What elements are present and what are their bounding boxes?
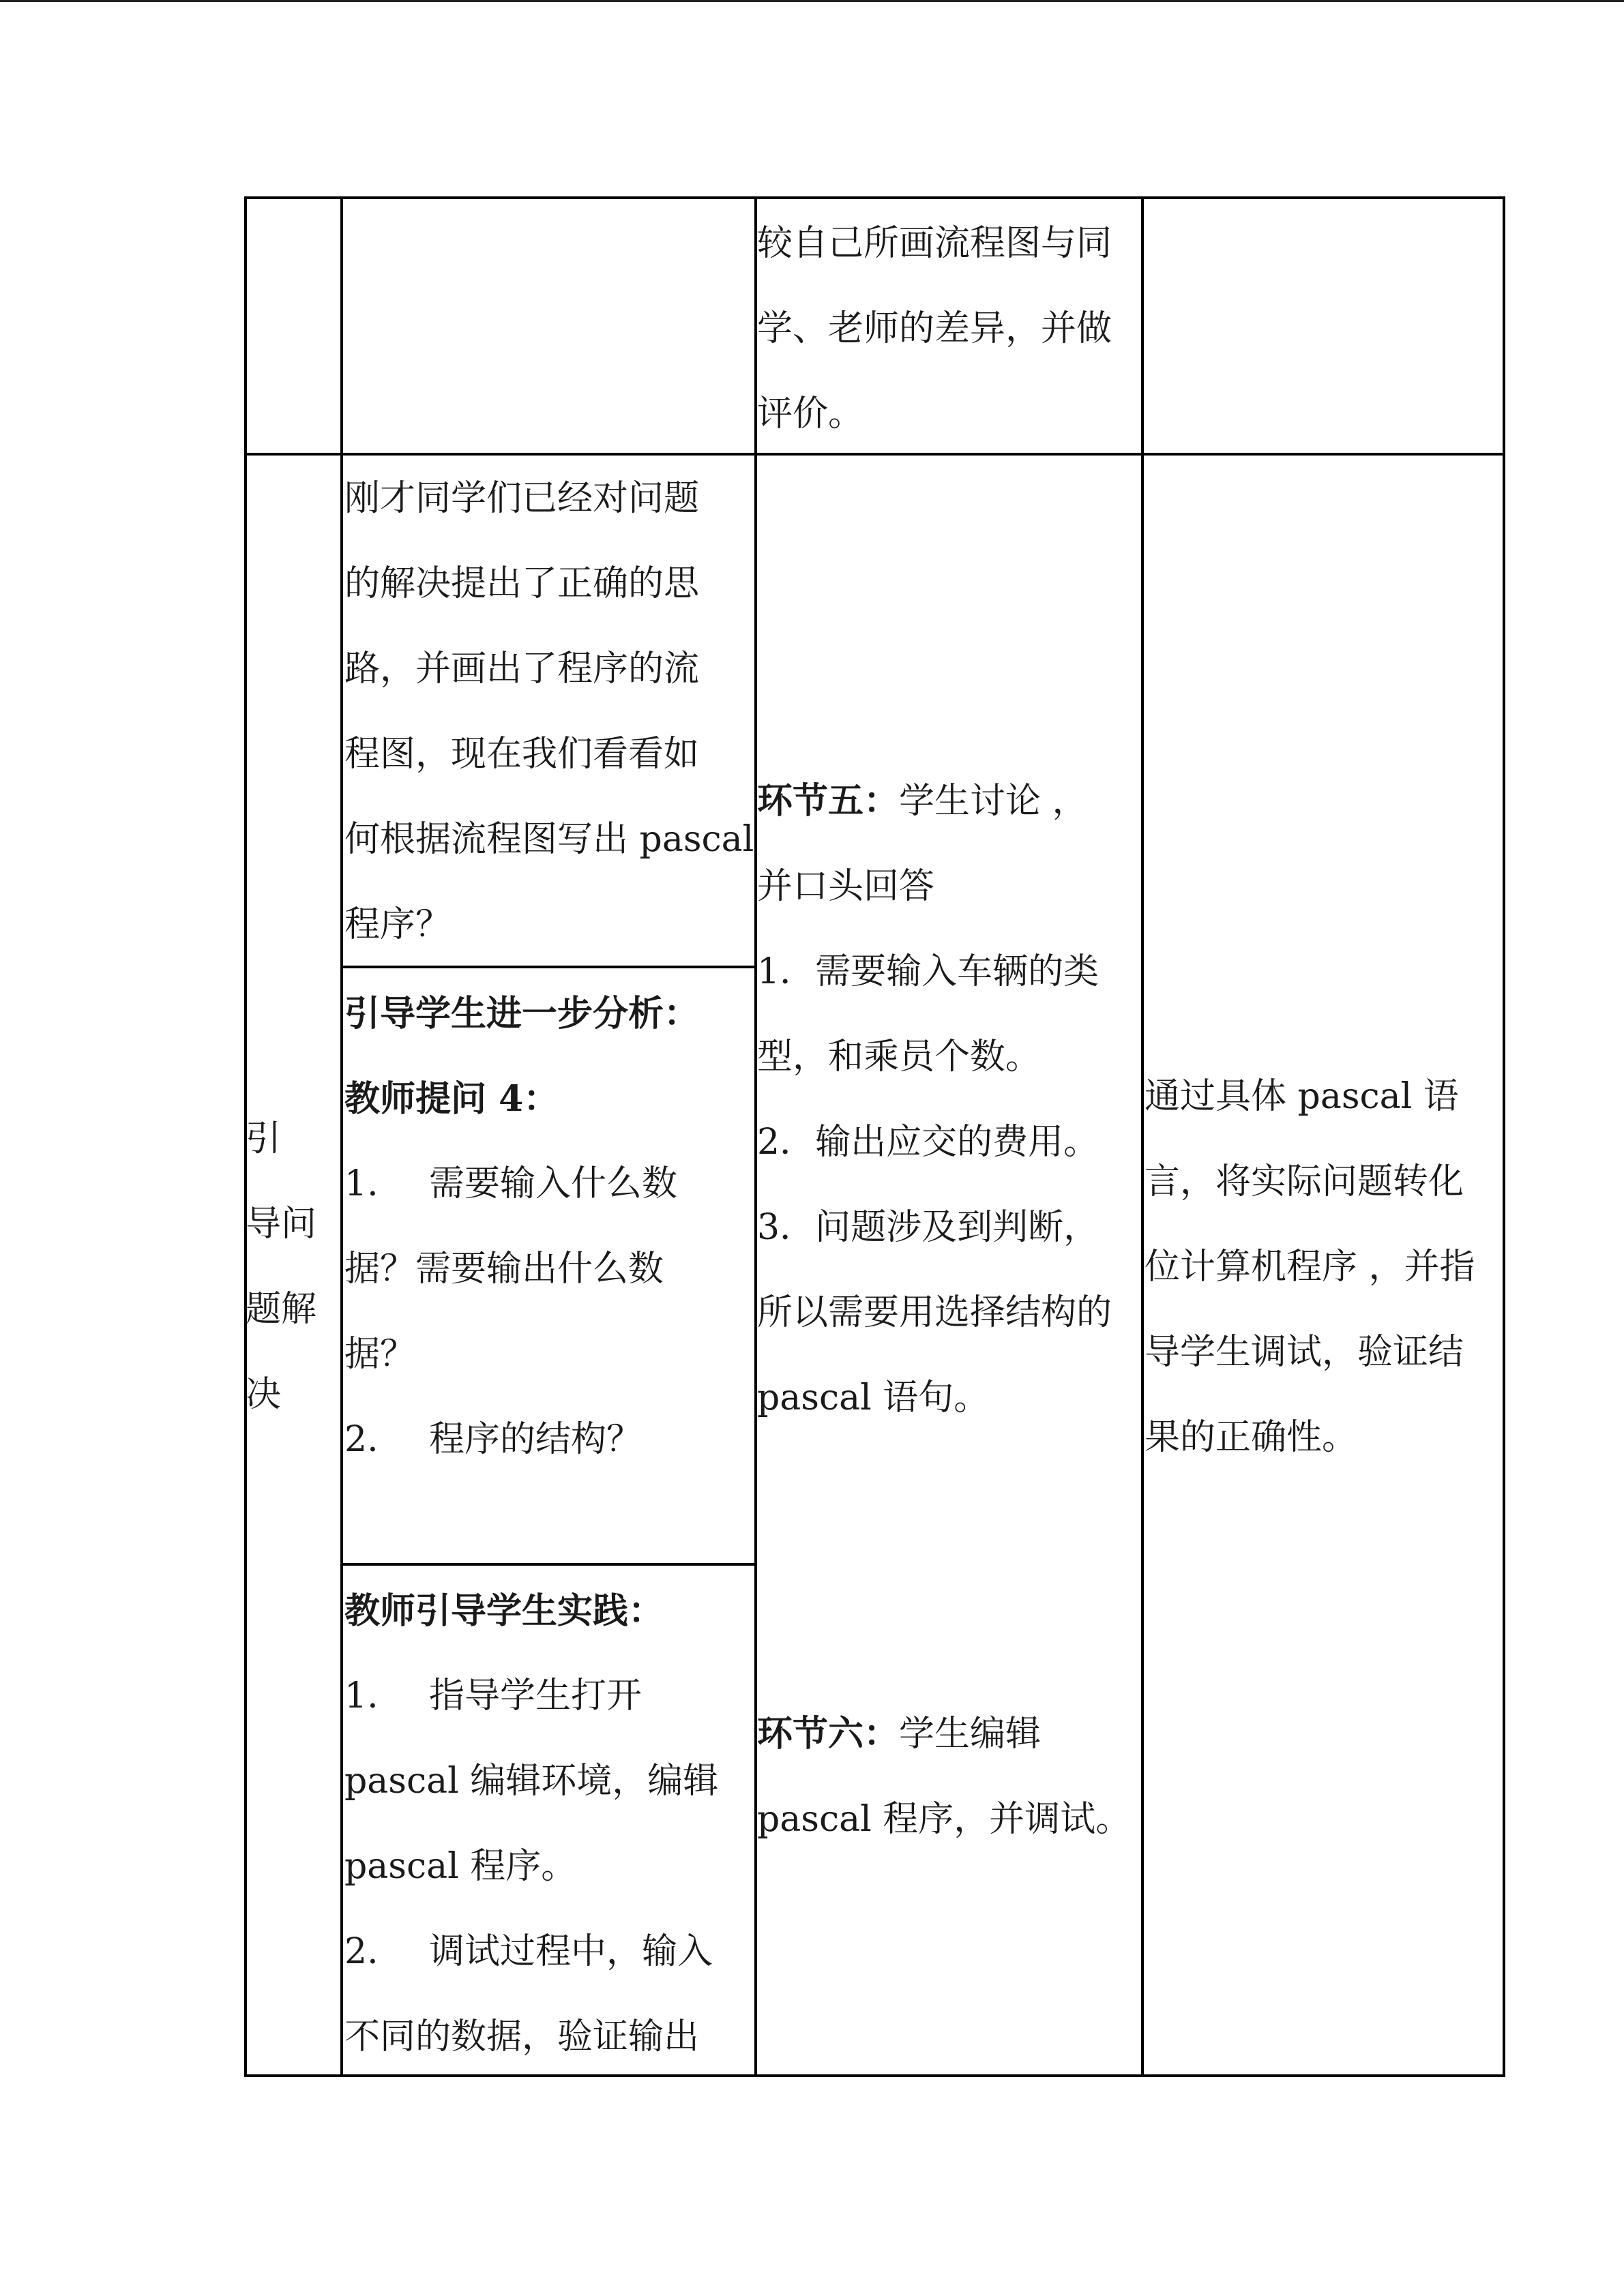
list-text: 需要输入什么数 <box>429 1163 678 1204</box>
text-line: 较自己所画流程图与同 <box>757 223 1112 264</box>
list-item <box>344 1397 699 1482</box>
list-text: 程序的结构？ <box>429 1419 643 1460</box>
text-line: 1．需要输入车辆的类 <box>757 951 1099 992</box>
list-text: 调试过程中，输入 <box>429 1931 713 1972</box>
text-line: 位计算机程序 ，并指 <box>1145 1247 1475 1287</box>
list-item <box>344 1909 718 1995</box>
text-line: 导学生调试，验证结 <box>1145 1332 1464 1373</box>
text-line: 评价。 <box>757 393 864 434</box>
text-line: 刚才同学们已经对问题 <box>344 478 700 519</box>
text-line: 何根据流程图写出 pascal <box>344 819 754 860</box>
teacher-question-cell <box>344 971 699 1482</box>
list-number: 2. <box>344 1419 379 1460</box>
text-line: 学、老师的差异，并做 <box>757 308 1112 349</box>
page-top-rule <box>0 0 1624 2</box>
text-line: pascal 编辑环境，编辑 <box>344 1761 719 1802</box>
stage-title-rest: 学生讨论 ， <box>899 781 1088 822</box>
text-line: pascal 程序，并调试。 <box>757 1799 1132 1840</box>
text-line: pascal 程序。 <box>344 1846 577 1887</box>
col-divider-3 <box>1141 196 1144 2077</box>
text-line: 程序？ <box>344 904 452 945</box>
list-item <box>344 1654 718 1739</box>
student-discussion-cell <box>757 758 1112 1441</box>
text-line: 程图，现在我们看看如 <box>344 734 700 775</box>
col-divider-1 <box>340 196 343 2077</box>
col2-divider-2 <box>342 1563 756 1566</box>
design-intent-cell <box>1145 1054 1475 1480</box>
student-editing-cell <box>757 1691 1131 1862</box>
table-border-top <box>244 196 1505 199</box>
list-item <box>344 1142 699 1227</box>
text-line: 的解决提出了正确的思 <box>344 563 700 604</box>
table-border-right <box>1503 196 1505 2077</box>
list-number: 2. <box>344 1931 379 1972</box>
section-heading: 引导学生进一步分析： <box>344 993 700 1034</box>
stage-label-line: 决 <box>246 1374 282 1415</box>
stage-title-bold: 环节五： <box>757 780 900 822</box>
text-line: 所以需要用选择结构的 <box>757 1292 1112 1333</box>
stage-title <box>757 758 1112 844</box>
stage-label-line: 导问 <box>246 1204 317 1244</box>
stage-title-bold: 环节六： <box>757 1713 900 1755</box>
text-line: 3．问题涉及到判断， <box>757 1207 1099 1248</box>
text-line: 言，将实际问题转化 <box>1145 1161 1464 1202</box>
top-row-activity-cell <box>757 201 1112 457</box>
stage-label-line: 引 <box>246 1118 282 1159</box>
stage-title <box>757 1691 1131 1777</box>
text-line: 路，并画出了程序的流 <box>344 648 700 689</box>
stage-label-line: 题解 <box>246 1289 317 1330</box>
list-text: 指导学生打开 <box>429 1675 643 1716</box>
teacher-practice-cell <box>344 1568 718 2080</box>
text-line: 通过具体 pascal 语 <box>1145 1076 1459 1117</box>
teacher-intro-cell <box>344 456 754 968</box>
text-line: 果的正确性。 <box>1145 1417 1358 1458</box>
text-line: 并口头回答 <box>757 866 935 907</box>
text-line: 据？需要输出什么数 <box>344 1249 664 1289</box>
text-line: 型，和乘员个数。 <box>757 1037 1042 1077</box>
list-number: 1. <box>344 1675 379 1716</box>
stage-title-rest: 学生编辑 <box>899 1714 1042 1755</box>
text-line: pascal 语句。 <box>757 1377 990 1418</box>
list-number: 1. <box>344 1163 379 1204</box>
section-heading: 教师提问 4： <box>344 1078 559 1120</box>
text-line: 2．输出应交的费用。 <box>757 1122 1099 1163</box>
text-line: 不同的数据，验证输出 <box>344 2016 700 2057</box>
stage-label-cell <box>246 1097 316 1437</box>
section-heading: 教师引导学生实践： <box>344 1590 664 1632</box>
text-line: 据？ <box>344 1334 416 1375</box>
